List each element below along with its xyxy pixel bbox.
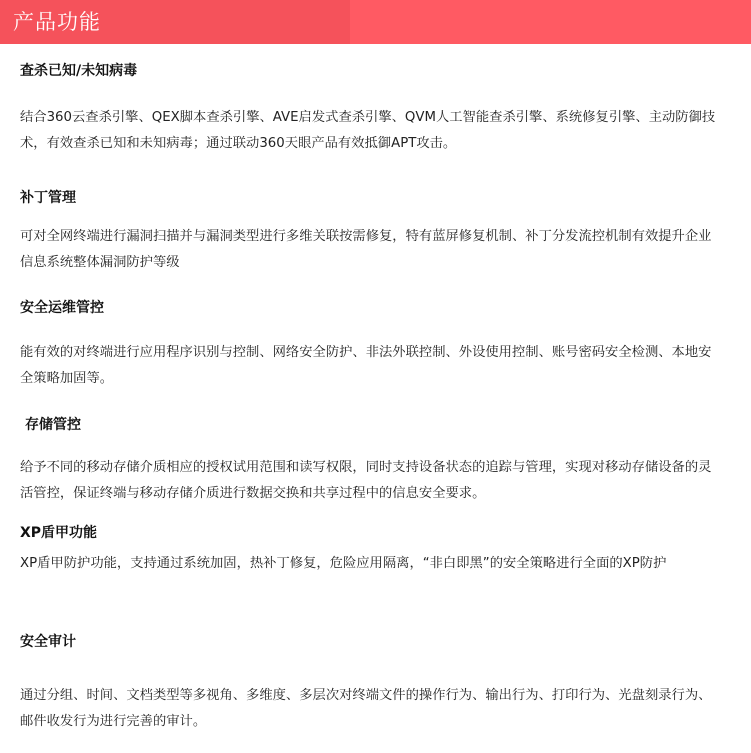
section-body-patch-management: 可对全网终端进行漏洞扫描并与漏洞类型进行多维关联按需修复，特有蓝屏修复机制、补丁分发流控机制有效提升企业信息系统整体漏洞防护等级 <box>20 229 712 270</box>
section-body-storage-control: 给予不同的移动存储介质相应的授权试用范围和读写权限，同时支持设备状态的追踪与管理，实现对移动存储设备的灵活管控，保证终端与移动存储介质进行数据交换和共享过程中的信息安全要求。 <box>20 460 712 501</box>
header-bar <box>0 0 751 44</box>
section-heading-storage-control: 存储管控 <box>25 417 81 433</box>
section-body-ops-control: 能有效的对终端进行应用程序识别与控制、网络安全防护、非法外联控制、外设使用控制、账号密码安全检测、本地安全策略加固等。 <box>20 345 712 386</box>
page-title: 产品功能 <box>13 10 101 34</box>
section-heading-patch-management: 补丁管理 <box>20 190 76 206</box>
section-body-xp-shield: XP盾甲防护功能，支持通过系统加固，热补丁修复，危险应用隔离，“非白即黑”的安全策略进行全面的XP防护 <box>20 556 667 571</box>
section-heading-security-audit: 安全审计 <box>20 634 76 650</box>
section-body-security-audit: 通过分组、时间、文档类型等多视角、多维度、多层次对终端文件的操作行为、输出行为、打印行为、光盘刻录行为、邮件收发行为进行完善的审计。 <box>20 688 712 729</box>
section-body-antivirus: 结合360云查杀引擎、QEX脚本查杀引擎、AVE启发式查杀引擎、QVM人工智能查杀引擎、系统修复引擎、主动防御技术，有效查杀已知和未知病毒；通过联动360天眼产品有效抵御APT攻击。 <box>20 110 716 151</box>
section-heading-xp-shield: XP盾甲功能 <box>20 525 98 541</box>
section-heading-ops-control: 安全运维管控 <box>20 300 104 316</box>
section-heading-antivirus: 查杀已知/未知病毒 <box>20 63 138 79</box>
